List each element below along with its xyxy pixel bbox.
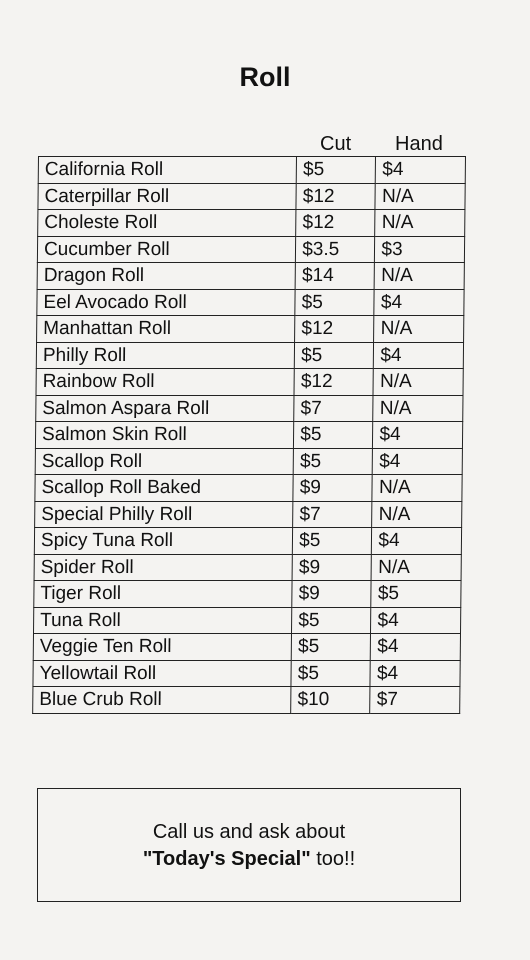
hand-price-cell: $4: [373, 422, 463, 449]
table-row: [37, 289, 464, 316]
hand-price-cell: $4: [370, 660, 460, 687]
table-row: [34, 554, 461, 581]
cut-price-cell: $5: [294, 422, 373, 449]
todays-special-box: [37, 788, 461, 902]
hand-price-cell: N/A: [375, 210, 465, 237]
roll-name-cell: Spider Roll: [34, 554, 293, 581]
hand-price-cell: N/A: [375, 263, 465, 290]
cut-price-cell: $5: [293, 448, 372, 475]
roll-name-cell: Salmon Aspara Roll: [36, 395, 295, 422]
cut-price-cell: $9: [292, 581, 371, 608]
cut-price-cell: $12: [296, 183, 375, 210]
cut-price-cell: $5: [293, 528, 372, 555]
table-row: [35, 422, 462, 449]
roll-price-table: [32, 156, 466, 714]
cut-price-cell: $5: [296, 157, 375, 184]
hand-price-cell: N/A: [372, 475, 462, 502]
table-row: [38, 210, 465, 237]
table-row: [35, 448, 462, 475]
hand-price-cell: $4: [374, 289, 464, 316]
roll-name-cell: Eel Avocado Roll: [37, 289, 296, 316]
table-row: [33, 634, 460, 661]
roll-name-cell: Scallop Roll Baked: [35, 475, 294, 502]
roll-name-cell: Scallop Roll: [35, 448, 294, 475]
roll-name-cell: Yellowtail Roll: [33, 660, 292, 687]
cut-price-cell: $3.5: [296, 236, 375, 263]
hand-price-cell: N/A: [372, 501, 462, 528]
cut-price-cell: $12: [294, 369, 373, 396]
table-row: [37, 316, 464, 343]
roll-name-cell: California Roll: [38, 157, 297, 184]
hand-price-cell: N/A: [373, 369, 463, 396]
cut-price-cell: $5: [295, 342, 374, 369]
roll-name-cell: Spicy Tuna Roll: [34, 528, 293, 555]
special-line-2: [38, 848, 460, 871]
table-row: [36, 369, 463, 396]
roll-name-cell: Cucumber Roll: [37, 236, 296, 263]
cut-price-cell: $5: [291, 660, 370, 687]
cut-price-cell: $5: [292, 607, 371, 634]
hand-price-cell: $4: [371, 634, 461, 661]
table-row: [36, 342, 463, 369]
table-row: [36, 395, 463, 422]
cut-price-cell: $14: [295, 263, 374, 290]
hand-price-cell: $3: [375, 236, 465, 263]
cut-price-cell: $5: [295, 289, 374, 316]
roll-name-cell: Salmon Skin Roll: [35, 422, 294, 449]
hand-price-cell: N/A: [374, 316, 464, 343]
cut-price-cell: $5: [291, 634, 370, 661]
roll-name-cell: Rainbow Roll: [36, 369, 295, 396]
table-row: [34, 528, 461, 555]
special-line-1: Call us and ask about: [152, 821, 346, 843]
roll-name-cell: Dragon Roll: [37, 263, 296, 290]
hand-price-cell: N/A: [373, 395, 463, 422]
special-suffix: too!!: [310, 848, 356, 870]
cut-price-cell: $7: [293, 501, 372, 528]
table-row: [33, 607, 460, 634]
roll-name-cell: Choleste Roll: [38, 210, 297, 237]
hand-price-cell: $5: [371, 581, 461, 608]
table-row: [33, 660, 460, 687]
table-row: [37, 236, 464, 263]
column-header-cut: Cut: [320, 133, 352, 155]
roll-name-cell: Tiger Roll: [34, 581, 293, 608]
table-row: [38, 157, 465, 184]
hand-price-cell: $4: [373, 448, 463, 475]
table-row: [34, 581, 461, 608]
table-row: [37, 263, 464, 290]
menu-title: Roll: [239, 62, 291, 92]
cut-price-cell: $12: [296, 210, 375, 237]
hand-price-cell: $7: [370, 687, 460, 714]
hand-price-cell: $4: [374, 342, 464, 369]
cut-price-cell: $9: [292, 554, 371, 581]
roll-name-cell: Philly Roll: [36, 342, 295, 369]
special-highlight: "Today's Special": [142, 848, 311, 870]
table-row: [35, 475, 462, 502]
cut-price-cell: $12: [295, 316, 374, 343]
roll-name-cell: Veggie Ten Roll: [33, 634, 292, 661]
roll-name-cell: Caterpillar Roll: [38, 183, 297, 210]
table-row: [38, 183, 465, 210]
cut-price-cell: $9: [293, 475, 372, 502]
roll-name-cell: Special Philly Roll: [35, 501, 294, 528]
roll-name-cell: Blue Crub Roll: [33, 687, 292, 714]
cut-price-cell: $7: [294, 395, 373, 422]
cut-price-cell: $10: [291, 687, 370, 714]
hand-price-cell: $4: [371, 607, 461, 634]
table-row: [35, 501, 462, 528]
hand-price-cell: $4: [376, 157, 466, 184]
roll-name-cell: Tuna Roll: [33, 607, 292, 634]
roll-name-cell: Manhattan Roll: [37, 316, 296, 343]
table-row: [33, 687, 460, 714]
column-header-hand: Hand: [395, 133, 443, 155]
hand-price-cell: N/A: [372, 554, 462, 581]
hand-price-cell: $4: [372, 528, 462, 555]
hand-price-cell: N/A: [375, 183, 465, 210]
